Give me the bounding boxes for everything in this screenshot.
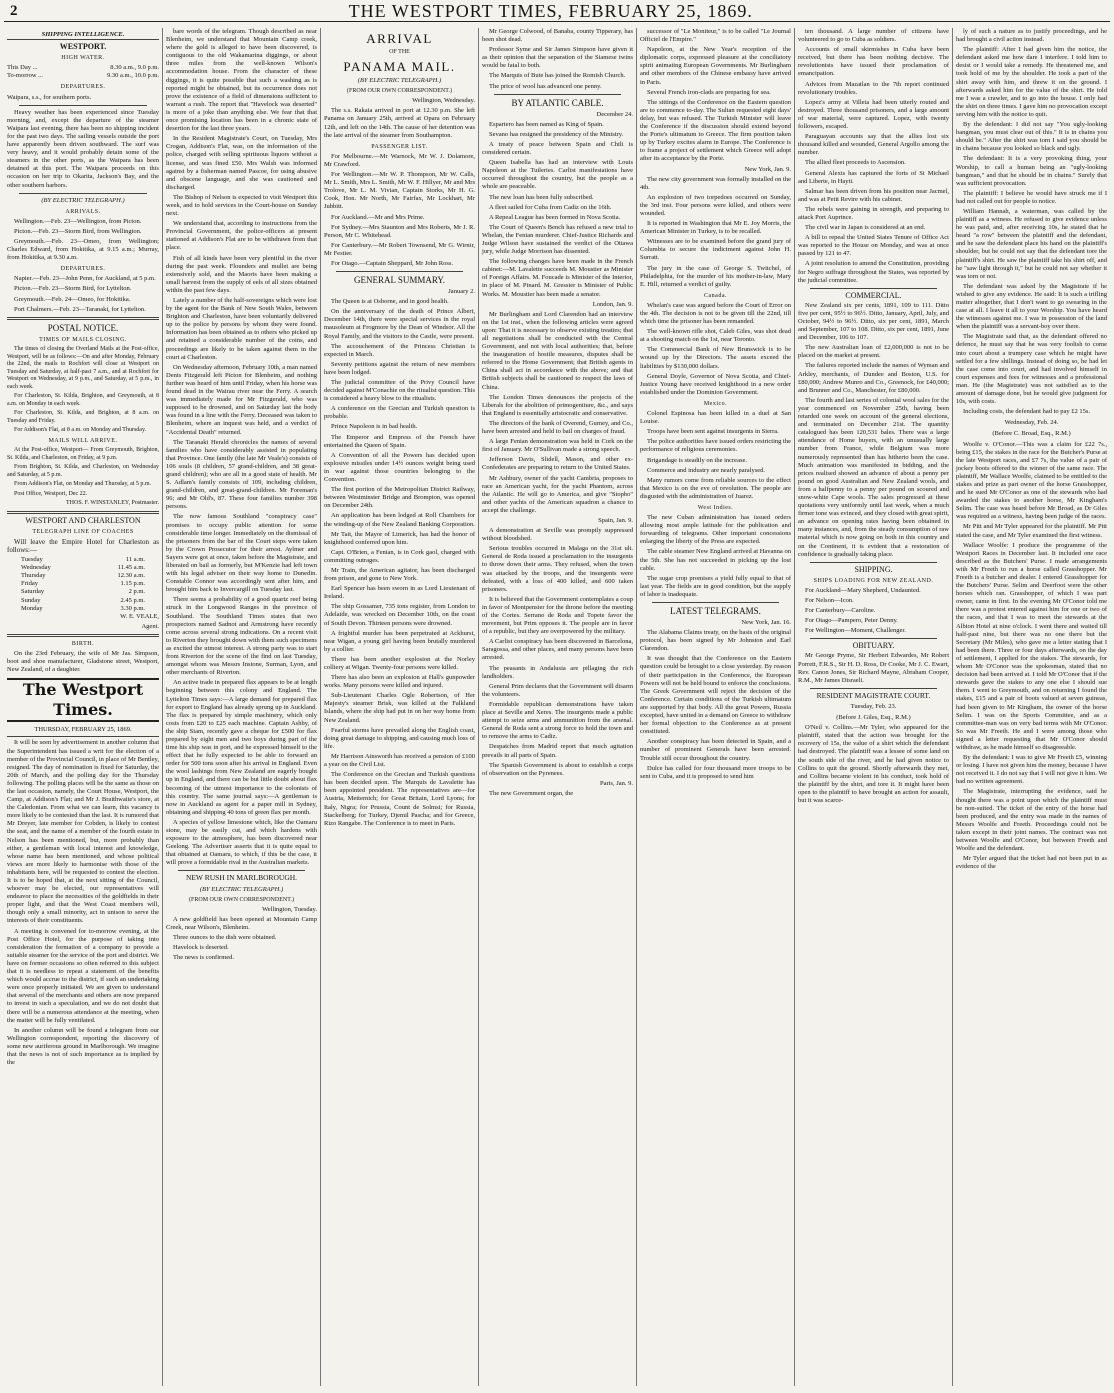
coach-heading: WESTPORT AND CHARLESTON bbox=[25, 515, 141, 525]
court-dateline: Wednesday, Feb. 24. bbox=[1004, 419, 1059, 427]
summary-dateline: January 2. bbox=[448, 288, 475, 296]
news-paragraph: An active trade in prepared flax appears to be at length beginning between this colony and England. The Lyttelton Times says:—A large demand for prepared flax for export to England has already sprung up in Auckland. The flax is prepared by simple machinery, which only costs from £20 to £25 each machine. Captain Ashby, of the ship Siam, recently gave a cheque for £500 for flax prepared by eight men and two boys during part of the time his ship was in port, and he expressed himself to the effect that he fully expected to be able to forward an order for 500 tons soon after his arrival in England. Even the wool lashings from New Zealand are eagerly bought up in England, and there can be but little doubt about flax becoming of the utmost importance to the colonists of this country. The same journal says:—A gentleman is now in Auckland as agent for a paper mill in Sydney, obtaining and shipping 40 tons of green flax per month. bbox=[166, 679, 317, 816]
news-paragraph: The new Cuban administration has issued orders allowing most ample latitude for the publication and forwarding of telegrams. Other important concessions enlarging the liberty of the Press are expected. bbox=[640, 514, 791, 546]
news-paragraph: The rebels were gaining in strength, and preparing to attack Port Auprince. bbox=[798, 205, 949, 221]
high-water-row: To-morrow ... 9.30 a.m., 10.0 p.m. bbox=[7, 72, 159, 80]
news-paragraph: We understand that, according to instructions from the Provincial Government, the police-officers at present stationed at Addison's Flat are to be withdrawn from that place. bbox=[166, 220, 317, 252]
coach-time-row: Tuesday 11 a.m. bbox=[21, 556, 145, 564]
coach-time-row: Wednesday 11.45 a.m. bbox=[21, 564, 145, 572]
departure-item: Napier.—Feb. 23—John Penn, for Auckland, at 5 p.m. bbox=[14, 275, 156, 283]
ship-entry: For Wellington—Moment, Challenger. bbox=[805, 627, 906, 635]
news-paragraph: Serious troubles occurred in Malaga on the 31st ult. General de Roda issued a proclamation to the insurgents to throw down their arms. They refused, when the town was attacked by the troops, and the insurgents were defeated, with a loss of 400 killed, and 600 taken prisoners. bbox=[482, 545, 633, 593]
news-paragraph: The news is confirmed. bbox=[173, 954, 235, 962]
news-paragraph: The peasants in Andalusia are pillaging the rich landholders. bbox=[482, 664, 633, 680]
news-paragraph: There has also been an explosion at Hall's gunpowder works. Many persons were killed and injured. bbox=[324, 674, 475, 690]
news-paragraph: The first portion of the Metropolitan District Railway, between Westminster Bridge and Brompton, was opened on December 24th. bbox=[324, 486, 475, 510]
passenger-entry: For Otago.—Captain Sheppard, Mr John Ross. bbox=[331, 259, 454, 267]
news-dateline: New York, Jan. 16. bbox=[741, 619, 791, 626]
shipping-subheading: SHIPS LOADING FOR NEW ZEALAND. bbox=[813, 577, 934, 584]
news-paragraph: Mr Tyler argued that the ticket had not been put in as evidence of the bbox=[956, 855, 1107, 871]
news-paragraph: The price of wool has advanced one penny. bbox=[489, 82, 602, 90]
news-dateline: New York, Jan. 9. bbox=[744, 165, 791, 173]
news-paragraph: Mr Ashbury, owner of the yacht Cambria, proposes to race an American yacht, for the yacht Phantom, across the Atlantic. He will go to America, and give "Stopbo" and other yachts of the American squadron a chance to accept the challenge. bbox=[482, 474, 633, 514]
arrival-item: Wellington.—Feb. 23—Wellington, from Picton. bbox=[14, 217, 142, 225]
news-paragraph: The police authorities have issued orders restricting the performance of religious ceremonies. bbox=[640, 438, 791, 454]
dateline: THURSDAY, FEBRUARY 25, 1869. bbox=[7, 726, 159, 737]
court-heading: RESIDENT MAGISTRATE COURT. bbox=[816, 690, 931, 700]
passenger-list-heading: PASSENGER LIST. bbox=[371, 143, 428, 150]
news-paragraph: The accouchement of the Princess Christian is expected in March. bbox=[324, 342, 475, 358]
cable-dateline: Spain, Jan. 9. bbox=[598, 516, 633, 524]
postal-text: For Addison's Flat, at 8 a.m. on Monday and Thursday. bbox=[14, 427, 147, 434]
news-paragraph: It is believed that the Government contemplates a coup in favor of Montpensier for the throne before the meeting of the Cortes. Serrano de Roda and Topete favor the movement, but Prim opposes it. The people are in favor of a republic, but they are overpowered by the military. bbox=[482, 595, 633, 636]
news-paragraph: Capt. O'Brien, a Fenian, is in Cork gaol, charged with committing outrages. bbox=[324, 548, 475, 564]
postal-heading: POSTAL NOTICE. bbox=[47, 322, 119, 333]
news-paragraph: In the Resident Magistrate's Court, on Tuesday, Mrs Crogan, Addison's Flat, was, on the information of the police, charged with selling spirituous liquors without a license, and was fined £50. Mrs Walsh was informed against by a fisherman named Pascoe, for using abusive and obscene language, and she was cautioned and discharged. bbox=[166, 135, 317, 191]
news-paragraph: The s.s. Rakaia arrived in port at 12.30 p.m. She left Panama on January 25th, arrived at Opara on February 12th, and left on the 14th. The cause of her detention was the late arrival of the steamer from Southampton. bbox=[324, 107, 475, 139]
obituary-heading: OBITUARY. bbox=[852, 641, 895, 651]
news-paragraph: The now famous Southland "conspiracy case" promises to occupy public attention for some considerable time longer. Immediately on the dismissal of the prisoners from the bar of the Court steps were taken by the Crown Prosecutor for their arrest. Aylmer and Sayers were got at once, taken before the Magistrate, and liberated on bail as formerly, but M'Kenzie had left town with his legal adviser on their way home to Dunedin. Constable Connor was accordingly sent after him, and brought him back to Invercargill on Tuesday last. bbox=[166, 513, 317, 594]
news-paragraph: The new city government was formally installed on the 4th. bbox=[640, 175, 791, 191]
postal-text: From Addison's Flat, on Monday and Thursday, at 5 p.m. bbox=[14, 481, 152, 488]
news-paragraph: Havelock is deserted. bbox=[173, 944, 229, 952]
masthead bbox=[4, 2, 1110, 22]
news-paragraph: The directors of the bank of Overend, Gurney, and Co., have been arrested and held to bail on charges of fraud. bbox=[482, 419, 633, 436]
news-paragraph: Mr Burlingham and Lord Clarendon had an interview on the 1st inst., when the following articles were agreed upon: That it is necessary to observe existing treaties; that all negotiations shall be conducted with the Central Government, and not with local authorities; that, before the inauguration of hostile measures, disputes shall be referred to the Home Government; that British agents in China shall act in accordance with the above; and that British subjects shall be cautioned to respect the laws of China. bbox=[482, 310, 633, 391]
arrival-correspondent: (FROM OUR OWN CORRESPONDENT.) bbox=[347, 88, 452, 95]
news-paragraph: successor of "Le Moniteur," is to be called "Le Journal Officiel de l'Empire." bbox=[640, 28, 791, 44]
news-paragraph: Witnesses are to be examined before the grand jury of Columbia to secure the indictment against John H. Surratt. bbox=[640, 238, 791, 262]
shipping-heading: SHIPPING. bbox=[854, 564, 893, 574]
news-paragraph: William Hannah, a waterman, was called by the plaintiff as a witness. He refused to give evidence unless he was paid, and, after receiving 10s, he stated that he heard "a row" between the plaintiff and the defendant, and he saw the defendant place his hand on the plaintiff's shoulder, but he could not say that the defendant tore the plaintiff's shirt. He saw the plaintiff take his shirt off, and he "saw light through it," but he could not say whether it was torn or not. bbox=[956, 207, 1107, 280]
court-before: (Before J. Giles, Esq., R.M.) bbox=[836, 714, 911, 722]
news-paragraph: A frightful murder has been perpetrated at Ackhurst, near Wigan, a young girl having been brutally murdered by a collier. bbox=[324, 629, 475, 653]
postal-text: For Charleston, St. Kilda, Brighton, and Greymouth, at 8 a.m. on Monday in each week. bbox=[7, 393, 159, 407]
news-paragraph: The sugar crop promises a yield fully equal to that of last year. The fields are in good condition, but the supply of labor is inadequate. bbox=[640, 574, 791, 598]
news-paragraph: The Spanish Government is about to establish a corps of observation on the Pyrenees. bbox=[482, 761, 633, 777]
news-paragraph: By the defendant: I did not say "You ugly-looking bangman, you must clear out of this." It is in chains you should be." After the shirt was torn I said you should be in chains because you looked so black and ugly. bbox=[956, 121, 1107, 153]
mails-arrive-heading: MAILS WILL ARRIVE. bbox=[48, 437, 118, 444]
latest-telegrams-heading: LATEST TELEGRAMS. bbox=[670, 606, 761, 616]
news-paragraph: The sittings of the Conference on the Eastern question are to commence to-day. The Sultan requested eight days' delay, but was refused. The Turkish Minister will leave the Conference if the discussion should extend beyond the Porte's ultimatum to Greece. The firm position taken up by Turkey excites alarm in Europe. The Conference is to frame a project of settlement which Greece will adopt after its acceptance by the Porte. bbox=[640, 98, 791, 163]
news-paragraph: The fourth and last series of colonial wool sales for the year commenced on November 25th, having been retarded one week on account of the general elections, and terminated on December 21st. The quantity catalogued has been 120,531 bales. There was a large attendance of Home buyers, with an unusually large number from France, while Belgium was more numerously represented than has hitherto been the case. Much animation was manifested in bidding, and the prices realised showed an advance of about a penny per pound on good Australian and New Zealand wools, and from a halfpenny to a penny per pound on scoured and snow-white Cape wools. The sales progressed at these quotations very uniformly until last week, when a much firmer tone was evinced, and they closed with great spirit, an advance on opening rates having been obtained in many instances, and, from the steady consumption of raw material which is now going on both in this country and on the Continent, it is evident that a restoration of confidence is gradually taking place. bbox=[798, 396, 949, 558]
news-paragraph: Espartero has been named as King of Spain. bbox=[489, 120, 604, 128]
news-paragraph: Brigandage is steadily on the increase. bbox=[647, 456, 747, 464]
news-paragraph: The Court of Queen's Bench has refused a new trial to Whelan, the Fenian murderer. Chief-Justice Richards and Judge Wilson have sustained the verdict of the Ottawa jury, while Judge Morrison has dissented. bbox=[482, 223, 633, 256]
news-paragraph: The defendant: It is a very provoking thing, your Worship, to call a human being an "ugly-looking bangman," and that he should be in chains." Surely that was sufficient provocation. bbox=[956, 155, 1107, 187]
postal-signature: THOS. F. WINSTANLEY, Postmaster. bbox=[66, 500, 159, 507]
news-paragraph: Earl Spencer has been sworn in as Lord Lieutenant of Ireland. bbox=[324, 585, 475, 601]
shipping-heading: SHIPPING INTELLIGENCE. bbox=[7, 31, 159, 40]
news-paragraph: The Bishop of Nelson is expected to visit Westport this week, and to hold services in the Court-house on Sunday next. bbox=[166, 193, 317, 218]
news-paragraph: The defendant was asked by the Magistrate if he wished to give any evidence. He said: It is such a trifling matter altogether, that I don't want to go swearing in the case at all. I leave it all to your Worship. You have heard the witnesses against me. I was in possession of the land when the plaintiff was a servant-boy over there. bbox=[956, 282, 1107, 331]
port-heading: WESTPORT. bbox=[59, 42, 107, 52]
news-paragraph: General Doyle, Governor of Nova Scotia, and Chief-Justice Young have received knighthood in a new order established under the Dominion Government. bbox=[640, 372, 791, 396]
news-paragraph: The ship Gossamer, 735 tons register, from London to Adelaide, was wrecked on December 10th, on the coast of South Devon. Thirteen persons were drowned. bbox=[324, 603, 475, 627]
news-paragraph: A conference on the Grecian and Turkish question is probable. bbox=[324, 405, 475, 421]
news-paragraph: It is reported in Washington that Mr E. Joy Morris, the American Minister in Turkey, is to be recalled. bbox=[640, 220, 791, 236]
ship-entry: For Canterbury—Caroline. bbox=[805, 607, 876, 615]
news-paragraph: The well-known rifle shot, Caleb Giles, was shot dead at a shooting match on the 1st, near Toronto. bbox=[640, 328, 791, 344]
coach-subheading: TELEGRAPH LINE OF COACHES bbox=[32, 528, 134, 535]
news-paragraph: The London Times denounces the projects of the Liberals for the abolition of primogeniture, &c., and says that England is essentially aristocratic and conservative. bbox=[482, 393, 633, 417]
news-paragraph: An application has been lodged at Roll Chambers for the winding-up of the New Zealand Banking Corporation. bbox=[324, 512, 475, 528]
rush-telegraph: (BY ELECTRIC TELEGRAPH.) bbox=[199, 885, 284, 893]
news-paragraph: An explosion of two torpedoes occurred on Sunday, the 3rd inst. Four persons were killed, and others were wounded. bbox=[640, 193, 791, 217]
news-paragraph: O'Neil v. Collins.—Mr Tyler, who appeared for the plaintiff, stated that the action was brought for the recovery of 15s, the value of a shirt which the defendant had destroyed. The plaintiff was a lessee of some land on the south side of the river, and he had given notice to Collins to quit the ground. Shortly afterwards they met, and Collins became violent in his conduct, took hold of the plaintiff by the shirt, and tore it. It might have been open to the plaintiff to have brought an action for assault, but it was scarce- bbox=[798, 724, 949, 804]
news-paragraph: Napoleon, at the New Year's reception of the diplomatic corps, expressed pleasure at the conciliatory spirit animating European Governments. Mr Burlingham and other members of the Chinese embassy have arrived in Paris. bbox=[640, 46, 791, 86]
departure-item: Greymouth.—Feb. 24—Omeo, for Hokitika. bbox=[14, 295, 131, 303]
news-paragraph: The Taranaki Herald chronicles the names of several families who have considerably assisted in populating that Province. One family (the late Mr Veale's) consists of 106 souls (8 children, 57 grand-children, and 38 great-grand children); who are all in a good state of health. Mr S. Adlam's family consists of 109, including children, grand-children, and great-grand-children. Mr Foreman's 96; and Mr Old's, 87. These four families number 398 persons. bbox=[166, 438, 317, 511]
telegraph-heading: (BY ELECTRIC TELEGRAPH.) bbox=[41, 196, 125, 204]
news-paragraph: The cable steamer New England arrived at Havanna on the 5th. She has not succeeded in picking up the lost cable. bbox=[640, 548, 791, 572]
news-paragraph: A joint resolution to amend the Constitution, providing for Negro suffrage throughout the States, was reported by the judicial committee. bbox=[798, 260, 949, 284]
news-paragraph: A bill to repeal the United States Tenure of Office Act was reported to the House on Monday, and was at once passed by 121 to 47. bbox=[798, 234, 949, 258]
news-paragraph: The failures reported include the names of Wyman and Arkley, merchants, of Dundee and Boston, U.S. for £80,000; Andrew Munro and Co., Greenock, for £40,000; and Brunner and Co., Manchester, for £80,000. bbox=[798, 362, 949, 394]
rush-heading: NEW RUSH IN MARLBOROUGH. bbox=[185, 873, 298, 883]
news-paragraph: The plaintiff: I believe he would have struck me if I had not called out for people to notice. bbox=[956, 189, 1107, 205]
arrival-of-the: OF THE bbox=[389, 49, 410, 55]
news-paragraph: ly of such a nature as to justify proceedings, and he had brought a civil action instead. bbox=[956, 28, 1107, 44]
coach-time-row: Thursday 12.30 a.m. bbox=[21, 572, 145, 580]
coach-text: Will leave the Empire Hotel for Charleston as follows:— bbox=[7, 537, 159, 554]
news-paragraph: There has been another explosion at the Norley colliery at Wigan. Twenty-four persons were killed. bbox=[324, 655, 475, 671]
passenger-entry: For Sydney.—Mrs Staunton and Mrs Roberts, Mr J. R. Person, Mr C. Whitehead. bbox=[324, 223, 475, 239]
rush-correspondent: (FROM OUR OWN CORRESPONDENT.) bbox=[189, 896, 294, 903]
news-paragraph: The plaintiff: After I had given him the notice, the defendant asked me how dare I interfere. I told him to desist or I would take a remedy. He threatened me, and took hold of me by the shoulder. He took a part of the shirt away with him, and threw it on the ground. I afterwards asked him for the value of the shirt. He told me I was a crawler, and to go into the house. I only had the shirt on three times. I gave him no provocation except serving him with the notice to quit. bbox=[956, 46, 1107, 118]
news-paragraph: Salmar has been driven from his position near Jacmel, and was at Petit Revire with his cabinet. bbox=[798, 187, 949, 203]
coach-signature: W. E. VEALE, bbox=[120, 612, 159, 620]
summary-heading: GENERAL SUMMARY. bbox=[353, 275, 445, 286]
news-paragraph: Paraguayan accounts say that the allies lost six thousand killed and wounded, General Argollo among the number. bbox=[798, 133, 949, 157]
news-paragraph: Fearful storms have prevailed along the English coast, doing great damage to shipping, and causing much loss of life. bbox=[324, 726, 475, 750]
news-paragraph: The Emperor and Empress of the French have entertained the Queen of Spain. bbox=[324, 433, 475, 449]
news-paragraph: A treaty of peace between Spain and Chili is considered certain. bbox=[482, 140, 633, 157]
news-paragraph: Many rumors come from reliable sources to the effect that Mexico is on the eve of revolution. The people are disgusted with the administration of Juarez. bbox=[640, 476, 791, 500]
news-paragraph: A new goldfield has been opened at Mountain Camp Creek, near Wilson's, Blenheim. bbox=[166, 915, 317, 931]
news-paragraph: Accounts of small skirmishes in Cuba have been received, but there has been nothing decisive. The revolutionists have issued their proclamation of emancipation. bbox=[798, 46, 949, 78]
news-paragraph: A Repeal League has been formed in Nova Scotia. bbox=[489, 213, 621, 221]
news-paragraph: On Wednesday afternoon, February 10th, a man named Denis Fitzgerald left Picton for Blenheim, and nothing further was heard of him until Friday, when his horse was found dead in the Wairau river near the Ferry. A search was immediately made for Mr Fitzgerald, who was supposed to be drowned, and on Saturday last the body was found in a line with the Ferry. Deceased was taken to Blenheim, where an inquest was held, and a verdict of "Accidental Death" returned. bbox=[166, 363, 317, 436]
news-paragraph: Mr Train, the American agitator, has been discharged from prison, and gone to New York. bbox=[324, 566, 475, 583]
news-paragraph: Sevano has resigned the presidency of the Ministry. bbox=[489, 130, 624, 138]
news-paragraph: The allied fleet proceeds to Ascension. bbox=[805, 159, 906, 167]
news-paragraph: The new loan has been fully subscribed. bbox=[489, 193, 594, 201]
editorial-paragraph: A meeting is convened for to-morrow evening, at the Post Office Hotel, for the purpose of taking into consideration the formation of a company to provide a suitable steamer for the service of the port and district. We have on former occasions so often referred to this subject that it is needless to repeat a statement of the benefits which would accrue to the district, if such an undertaking were once properly initiated. We are given to understand that several of the merchants and others are now prepared to invest in such a speculation, and we do not doubt that there will be a numerous attendance at the meeting, when the matter will be fully ventilated. bbox=[7, 927, 159, 1024]
departures2-heading: DEPARTURES. bbox=[60, 266, 106, 273]
news-paragraph: Woolfe v. O'Conor.—This was a claim for £22 7s., being £15, the stakes in the race for the Butcher's Purse at the late Westport races, and £7 7s, the value of a pair of jockey boots offered to the winner of the same race. The plaintiff, Mr Wallace Woolfe, claimed to be entitled to the stakes and prize as part owner of the horse Grasshopper, and he sued Mr O'Conor as one of the stewards who had awarded the stakes to another horse, Mr Kingham's Selim. The case was heard before Mr Broad, as Dr Giles was required as a witness, having been judge of the races. bbox=[956, 440, 1107, 521]
news-paragraph: Prince Napoleon is in bad health. bbox=[331, 423, 418, 431]
mexico-heading: Mexico. bbox=[703, 400, 728, 407]
coach-time-row: Sunday 2.45 p.m. bbox=[21, 596, 145, 604]
cable-dateline: London, Jan. 9. bbox=[592, 300, 633, 308]
news-paragraph: Mr George Colwood, of Banaba, county Tipperary, has been shot dead. bbox=[482, 28, 633, 44]
news-paragraph: Three ounces to the dish were obtained. bbox=[173, 934, 277, 942]
departure-item: Picton.—Feb. 23—Storm Bird, for Lyttelton. bbox=[14, 285, 132, 293]
news-paragraph: A Carlist conspiracy has been discovered in Barcelona, Saragossa, and other places, and many persons have been arrested. bbox=[482, 638, 633, 662]
cable-dateline: December 24. bbox=[596, 110, 633, 118]
news-paragraph: ten thousand. A large number of citizens have volunteered to go to Cuba as soldiers. bbox=[798, 28, 949, 44]
news-paragraph: The new Government organ, the bbox=[489, 789, 574, 797]
news-paragraph: A fleet sailed for Cuba from Cadiz on the 16th. bbox=[489, 203, 612, 211]
column-2 bbox=[162, 28, 320, 1386]
page-number: 2 bbox=[10, 3, 18, 19]
atlantic-cable-heading: BY ATLANTIC CABLE. bbox=[511, 97, 604, 108]
news-paragraph: A demonstration at Seville was promptly suppressed without bloodshed. bbox=[482, 527, 633, 543]
news-paragraph: The jury in the case of George S. Twitchel, of Philadelphia, for the murder of his mother-in-law, Mary E. Hill, returned a verdict of guilty. bbox=[640, 264, 791, 288]
news-paragraph: Sub-Lieutenant Charles Ogle Robertson, of Her Majesty's steamer Brisk, was killed at the Falkland Islands, where the ship had put in on her way home from New Zealand. bbox=[324, 692, 475, 724]
arrival-dateline: Wellington, Wednesday. bbox=[412, 97, 475, 105]
column-1 bbox=[4, 28, 162, 1386]
news-paragraph: On the anniversary of the death of Prince Albert, December 14th, there were special services in the royal mausoleum at Frogmore by the Dean of Windsor. All the Royal Family, and the visitors to the Castle, were present. bbox=[324, 308, 475, 340]
news-paragraph: The Magistrate, interrupting the evidence, said he thought there was a point upon which the plaintiff must be non-suited. The ticket of the entry of the horse had been produced, and the entry was made in the names of Messrs Woolfe and Freeth. Proceedings could not be taken except in their joint names. The contract was not between Woolfe and O'Conor, but between Freeth and Woolfe and the defendant. bbox=[956, 788, 1107, 853]
editorial-paragraph: It will be seen by advertisement in another column that the Superintendent has issued a writ for the election of a member of the Provincial Council, in place of Mr Bentley, resigned. The day of nomination is fixed for Saturday, the 20th of March, and the polling day for the Thursday following. The polling places will be the same as those on the last occasion, namely, the Court House, Westport, the Camp, at Addison's Flat; and Mr J. Braithwaite's store, at the Caledonian. From what we can learn, this vacancy is more likely to be contested than the last. It is rumored that Mr Dreyer, late member for Cobden, is likely to contest the seat, and the name of a member of the fourth estate in Nelson has been mentioned, but, more probably than either, a gentleman with local interest and knowledge, whose name has been mentioned, and whose political views are more likely to harmonise with those of the inhabitants here, will be requested to contest the election. It is to be hoped that, at the next sitting of the Council, whoever may be elected, our representatives will endeavor to place the necessities of the goldfields in their proper light, and that the West Coast members will, though only a small minority, act in unison to serve the interests of their constituents. bbox=[7, 739, 159, 925]
news-paragraph: The new Australian loan of £2,000,000 is not to be placed on the market at present. bbox=[798, 344, 949, 360]
news-paragraph: Several French iron-clads are preparing for sea. bbox=[647, 88, 771, 96]
news-paragraph: The Conference on the Grecian and Turkish questions has been decided upon. The Marquis de Lavalette has been appointed president. The representatives are—for Austria, Metternich; for Great Britain, Lord Lyons; for Italy, Nigra; for Prussia, Count de Solmsi; for Russia, Stackelberg; for Turkey, Djemil Pascha; and for Greece, Rizo Rangabe. The Conference is to meet in Paris. bbox=[324, 771, 475, 827]
birth-notice: On the 23rd February, the wife of Mr Jas. Simpson, boot and shoe manufacturer, Gladstone street, Westport, New Zealand, of a daughter. bbox=[7, 650, 159, 674]
departures-line: Waipara, s.s., for southern ports. bbox=[7, 93, 92, 101]
masthead-title: THE WESTPORT TIMES, FEBRUARY 25, 1869. bbox=[348, 1, 753, 21]
news-paragraph: Colonel Espinosa has been killed in a duel at San Louise. bbox=[640, 410, 791, 426]
news-paragraph: Fish of all kinds have been very plentiful in the river during the past week. Flounders and mullet are being extensively sold, and the Maoris have been making a small harvest from the supply of eels of all sizes obtained within the past few days. bbox=[166, 254, 317, 294]
arrivals-heading: ARRIVALS. bbox=[65, 208, 101, 215]
news-paragraph: The Queen is at Osborne, and in good health. bbox=[331, 298, 449, 306]
panama-mail-heading: PANAMA MAIL. bbox=[343, 59, 456, 75]
news-paragraph: Professor Syme and Sir James Simpson have given it as their opinion that the separation of the Siamese twins would be fatal to both. bbox=[482, 46, 633, 70]
high-water-row: This Day ... 8.30 a.m., 9.0 p.m. bbox=[7, 64, 159, 72]
cable-dateline: Paris, Jan. 9. bbox=[599, 779, 633, 787]
news-paragraph: By the defendant: I was to give Mr Freeth £5, winning or losing. I have not given him the money, because I have not received it. I do not say that I will not give it him. We had no written agreement. bbox=[956, 754, 1107, 786]
court-before: (Before C. Broad, Esq., R.M.) bbox=[992, 430, 1071, 438]
news-paragraph: Queen Isabella has had an interview with Louis Napoleon at the Tuileries. Carlist manifestations have occurred throughout the country, but the people as a whole are peaceable. bbox=[482, 159, 633, 191]
passenger-entry: For Auckland.—Mr and Mrs Prime. bbox=[331, 213, 425, 221]
news-paragraph: The Alabama Claims treaty, on the basis of the original protocol, has been signed by Mr Johnston and Earl Clarendon. bbox=[640, 629, 791, 653]
news-paragraph: Despatches from Madrid report that much agitation prevails in all parts of Spain. bbox=[482, 743, 633, 759]
news-paragraph: Whelan's case was argued before the Court of Error on the 4th. The decision is not to be given till the 22nd, till which time the prisoner has been remanded. bbox=[640, 301, 791, 326]
obituary-text: Mr George Pryme, Sir Herbert Edwardes, Mr Robert Porrett, F.R.S., Sir H. D. Ross, Dr Cooke, Mr J. C. Ewart, Rev. Canon Jones, Sir Richard Mayne, Abraham Cooper, R.M., Mr James Disraeli. bbox=[798, 652, 949, 684]
news-paragraph: A large Fenian demonstration was held in Cork on the first of January. Mr O'Sullivan made a strong speech. bbox=[482, 438, 633, 454]
rush-dateline: Wellington, Tuesday. bbox=[262, 905, 317, 913]
news-paragraph: The Marquis of Bute has joined the Romish Church. bbox=[489, 72, 626, 80]
news-paragraph: Mr Pitt and Mr Tyler appeared for the plaintiff. Mr Pitt stated the case, and Mr Tyler examined the first witness. bbox=[956, 523, 1107, 539]
postal-text: For Charleston, St. Kilda, and Brighton, at 8 a.m. on Tuesday and Friday. bbox=[7, 410, 159, 424]
mails-closing-heading: TIMES OF MAILS CLOSING. bbox=[39, 336, 127, 343]
arrival-heading: ARRIVAL bbox=[366, 31, 433, 46]
paper-title: The Westport Times. bbox=[7, 678, 159, 722]
coach-time-row: Friday 1.15 p.m. bbox=[21, 580, 145, 588]
passenger-entry: For Wellington.—Mr W. P. Thompson, Mr W. Calls, Mr L. Smith, Mrs L. Smith, Mr W. F. Hillyer, Mr and Mrs Trolove, Mr L. M. Vivian, Captain Storks, Mr H. G. Cook, Hon. Mr North, Mr Fairfax, Mr Lockhart, Mr Jubbitt. bbox=[324, 171, 475, 211]
column-7 bbox=[952, 28, 1110, 1386]
news-paragraph: Formidable republican demonstrations have taken place at Seville and Xeres. The insurgents made a public attempt to seize arms and ammunition from the arsenal. General de Roda sent a strong force to hold the town and to remove the arms to Cadiz. bbox=[482, 700, 633, 741]
postal-text: From Brighton, St. Kilda, and Charleston, on Wednesday and Saturday, at 5 p.m. bbox=[7, 464, 159, 478]
news-paragraph: Wallace Woolfe: I produce the programme of the Westport Races in December last. It included one race described as the Butchers' Purse. I made arrangements with Mr Freeth to run a horse called Grasshopper. Mr Freeth is a butcher and dealer. I entered Grasshopper for the Butchers' Purse. Selim and Deerfoot were the other horses which ran. Grasshopper, of which I was part owner, came in first. In the evening Mr O'Conor told me there was a protest entered against him for one or two of the races, and that I was to meet the stewards at the Albion Hotel at nine o'clock. I went there and waited till half-past nine, but there was no one there but the Secretary (Mr Miles), who gave me a letter stating that I had been there. Three or four days afterwards, on the day of settlement, I applied for the stakes. The stewards, for whom Mr O'Conor was the spokesman, stated that no decision had been arrived at. I told Mr O'Conor that if the stewards gave the stakes to any one else I should sue them. I went to Greymouth, and on returning I found the stakes, £15 and a pair of boots valued at seven guineas, had been given to Mr Kingham, the owner of the horse Selim. I was on the Sports Committee, and as a committee-man was on very bad terms with Mr O'Conor. So was Mr Freeth. He and I were among those who signed a letter requesting that Mr O'Conor should withdraw, as he made himself so disagreeable. bbox=[956, 541, 1107, 751]
passenger-entry: For Melbourne.—Mr Warnock, Mr W. J. Dolamore, Mr Crawford. bbox=[324, 152, 475, 168]
news-paragraph: New Zealand six per cents, 1891, 109 to 111. Ditto five per cent, 95½ to 96½. Ditto, January, April, July, and October, 94½ to 96½. Ditto, six per cent, 1891, March and September, 107 to 108. Ditto, six per cent, 1891, June and December, 106 to 107. bbox=[798, 301, 949, 342]
column-5 bbox=[636, 28, 794, 1386]
news-paragraph: There seems a probability of a good quartz reef being struck in the Longwood Ranges in the province of Southland. The Southland Times states that two prospectors named Sadnot and Armstrong have recently come across several strong indications. On a recent visit to Riverton they brought down with them such specimens as excited the utmost interest. A strong party was to start from Riverton for the scene of the find on last Tuesday, amongst whom was Messrs Instone, Surman, Lyon, and other merchants of Riverton. bbox=[166, 596, 317, 677]
news-paragraph: The following changes have been made in the French cabinet:—M. Lavalette succeeds M. Moustier as Minister of Foreign Affairs. M. Foucade is Minister of the Interior, in place of M. Pinard. M. Gressier is Minister of Public Works. M. Moustier has been made a senator. bbox=[482, 258, 633, 298]
arrival-telegraph: (BY ELECTRIC TELEGRAPH.) bbox=[357, 77, 442, 85]
postal-text: At the Post-office, Westport— From Greymouth, Brighton, St. Kilda, and Charleston, on Friday, at 9 p.m. bbox=[7, 447, 159, 461]
departure-item: Port Chalmers.—Feb. 23—Taranaki, for Lyttelton. bbox=[14, 305, 146, 313]
passenger-entry: For Canterbury.—Mr Robert Townsend, Mr G. Wirnir, Mr Festier. bbox=[324, 241, 475, 257]
coach-time-row: Saturday 2 p.m. bbox=[21, 588, 145, 596]
column-6 bbox=[794, 28, 952, 1386]
news-paragraph: Advices from Mazatlan to the 7th report continued revolutionary troubles. bbox=[798, 80, 949, 96]
ship-entry: For Otago—Pampero, Peter Denny. bbox=[805, 617, 898, 625]
news-paragraph: Lopez's army at Villeta had been utterly routed and destroyed. Three thousand prisoners, and a large amount of war material, were captured. Lopez, with twenty followers, escaped. bbox=[798, 98, 949, 131]
ship-entry: For Auckland—Mary Shepherd, Undaunted. bbox=[805, 586, 921, 594]
column-4 bbox=[478, 28, 636, 1386]
news-paragraph: The civil war in Japan is considered at an end. bbox=[805, 224, 926, 232]
news-paragraph: bare words of the telegram. Though described as near Blenheim, we understand that Mountain Camp creek, where the gold is alleged to have been discovered, is contiguous to the old Wakamarina diggings, or about three miles from the well-known Wilson's accommodation house. From the character of these diggings, it is quite possible that such a washing as is reported might be obtained, but its occurrence does not prove the existence of a field of dimensions sufficient to warrant a rush. The report that "Havelock was deserted" is more of a joke than anything else. We fear that that once promising location has been in a chronic state of desertion for the last three years. bbox=[166, 28, 317, 133]
arrival-item: Picton.—Feb. 23—Storm Bird, from Wellington. bbox=[14, 227, 142, 235]
news-paragraph: The Magistrate said that, as the defendant offered no defence, he must say that he was very foolish to come into court about a trumpery case which he might have settled for a few shillings. Instead of doing so, he had let the case come into court, and had involved himself in court expenses and fees for witnesses and a professional man. He (the Magistrate) was not satisfied as to the amount of damage done, but he would give judgment for 10s, with costs. bbox=[956, 333, 1107, 406]
news-paragraph: It was thought that the Conference on the Eastern question could be brought to a close yesterday. By reason of their participation in the Conference, the European Powers will not be held bound to enforce the conclusions. The Greek Government will reject the decision of the Conference. Certain conditions of the Turkish ultimatum are supported by that body. All the great Powers, Russia excepted, have united in a demand on Greece to withdraw her formal objection to the Conference as at present constituted. bbox=[640, 655, 791, 736]
departures-heading: DEPARTURES. bbox=[60, 84, 106, 91]
news-paragraph: Dulce has called for four thousand more troops to be sent to Cuba, and it is proposed to send him bbox=[640, 764, 791, 780]
news-paragraph: Lately a number of the half-sovereigns which were lost by the agent for the Bank of New South Wales, between Brighton and Charleston, have been voluntarily delivered up to the police by persons by whom they were found. Information has been obtained as to others who picked up and retained a considerable number of the coins, and proceedings are likely to be taken against them in the court at Charleston. bbox=[166, 297, 317, 361]
news-paragraph: The judicial committee of the Privy Council have decided against M'Conachie on the ritualist question. This is considered a heavy blow to the ritualists. bbox=[324, 379, 475, 403]
news-paragraph: A Convention of all the Powers has decided upon explosive missiles under 14½ ounces weight being used in war against those countries belonging to the Convention. bbox=[324, 451, 475, 484]
birth-heading: BIRTH. bbox=[71, 640, 95, 647]
weather-report: Heavy weather has been experienced since Tuesday morning, and, except the departure of the steamer Waipara last evening, there has been no shipping incident for the past two days. The sailing vessels outside the port have apparently been driven southward. The surf was very heavy, and it would probably detain some of the steamers in the other ports, as the Waipara has been detained at this port. The Waipara proceeds on this occasion on her trip to Okarita, Jackson's Bay, and the other southern harbors. bbox=[7, 108, 159, 189]
news-paragraph: A species of yellow limestone which, like the Oamaru stone, may be easily cut, and which hardens with exposure to the atmosphere, has been discovered near Geelong. The Advertiser asserts that it is quite equal to that obtained at Oamaru, to which, if this be the case, it will prove a formidable rival in the Australian markets. bbox=[166, 818, 317, 867]
postal-text: The times of closing the Overland Mails at the Post-office, Westport, will be as follows:—On and after Monday, February the 22nd, the mails to Rochfort will close at Westport on Tuesday and Saturday, at half-past 7 a.m., and at Rochfort for Westport on Wednesday, at 9 p.m., and Saturday, at 5 p.m., in each week. bbox=[7, 346, 159, 390]
west-indies-heading: West Indies. bbox=[697, 504, 734, 511]
news-paragraph: Jefferson Davis, Slidell, Mason, and other ex-Confederates are preparing to return to the United States. bbox=[482, 456, 633, 472]
news-paragraph: Seventy petitions against the return of new members have been lodged. bbox=[324, 360, 475, 376]
canada-heading: Canada. bbox=[704, 292, 727, 299]
high-water-heading: HIGH WATER. bbox=[61, 55, 105, 62]
column-3 bbox=[320, 28, 478, 1386]
coach-time-row: Monday 3.30 p.m. bbox=[21, 604, 145, 612]
coach-agent: Agent. bbox=[141, 622, 159, 630]
news-paragraph: Troops have been sent against insurgents in Sierra. bbox=[647, 428, 779, 436]
news-paragraph: Mr Harrison Ainsworth has received a pension of £100 a year on the Civil List. bbox=[324, 752, 475, 769]
commercial-heading: COMMERCIAL. bbox=[845, 290, 902, 300]
news-paragraph: Commerce and industry are nearly paralysed. bbox=[647, 466, 766, 474]
news-paragraph: General Prim declares that the Government will disarm the volunteers. bbox=[482, 682, 633, 698]
court-dateline: Tuesday, Feb. 23. bbox=[850, 702, 897, 710]
news-paragraph: General Alexis has captured the forts of St Michael and Liberte, in Hayti. bbox=[798, 169, 949, 185]
ship-entry: For Nelson—Icon. bbox=[805, 597, 854, 604]
news-paragraph: Mr Tait, the Mayor of Limerick, has had the honor of knighthood conferred upon him. bbox=[324, 530, 475, 546]
editorial-paragraph: In another column will be found a telegram from our Wellington correspondent, reporting the discovery of some new auriferous ground in Marlborough. We imagine that the news is not of such importance as is implied by the bbox=[7, 1026, 159, 1067]
news-paragraph: Another conspiracy has been detected in Spain, and a number of prominent Generals have been arrested. Trouble still occur throughout the country. bbox=[640, 738, 791, 762]
news-paragraph: Including costs, the defendant had to pay £2 15s. bbox=[963, 408, 1091, 416]
arrival-item: Greymouth.—Feb. 23—Omeo, from Wellington; Charles Edward, from Hokitika, at 9.15 a.m.; Murray, from Hokitika, at 9.30 a.m. bbox=[7, 237, 159, 262]
news-paragraph: The Commercial Bank of New Brunswick is to be wound up by the Directors. The assets exceed the liabilities by $130,000 dollars. bbox=[640, 346, 791, 370]
postal-date: Post Office, Westport, Dec 22. bbox=[14, 490, 88, 497]
